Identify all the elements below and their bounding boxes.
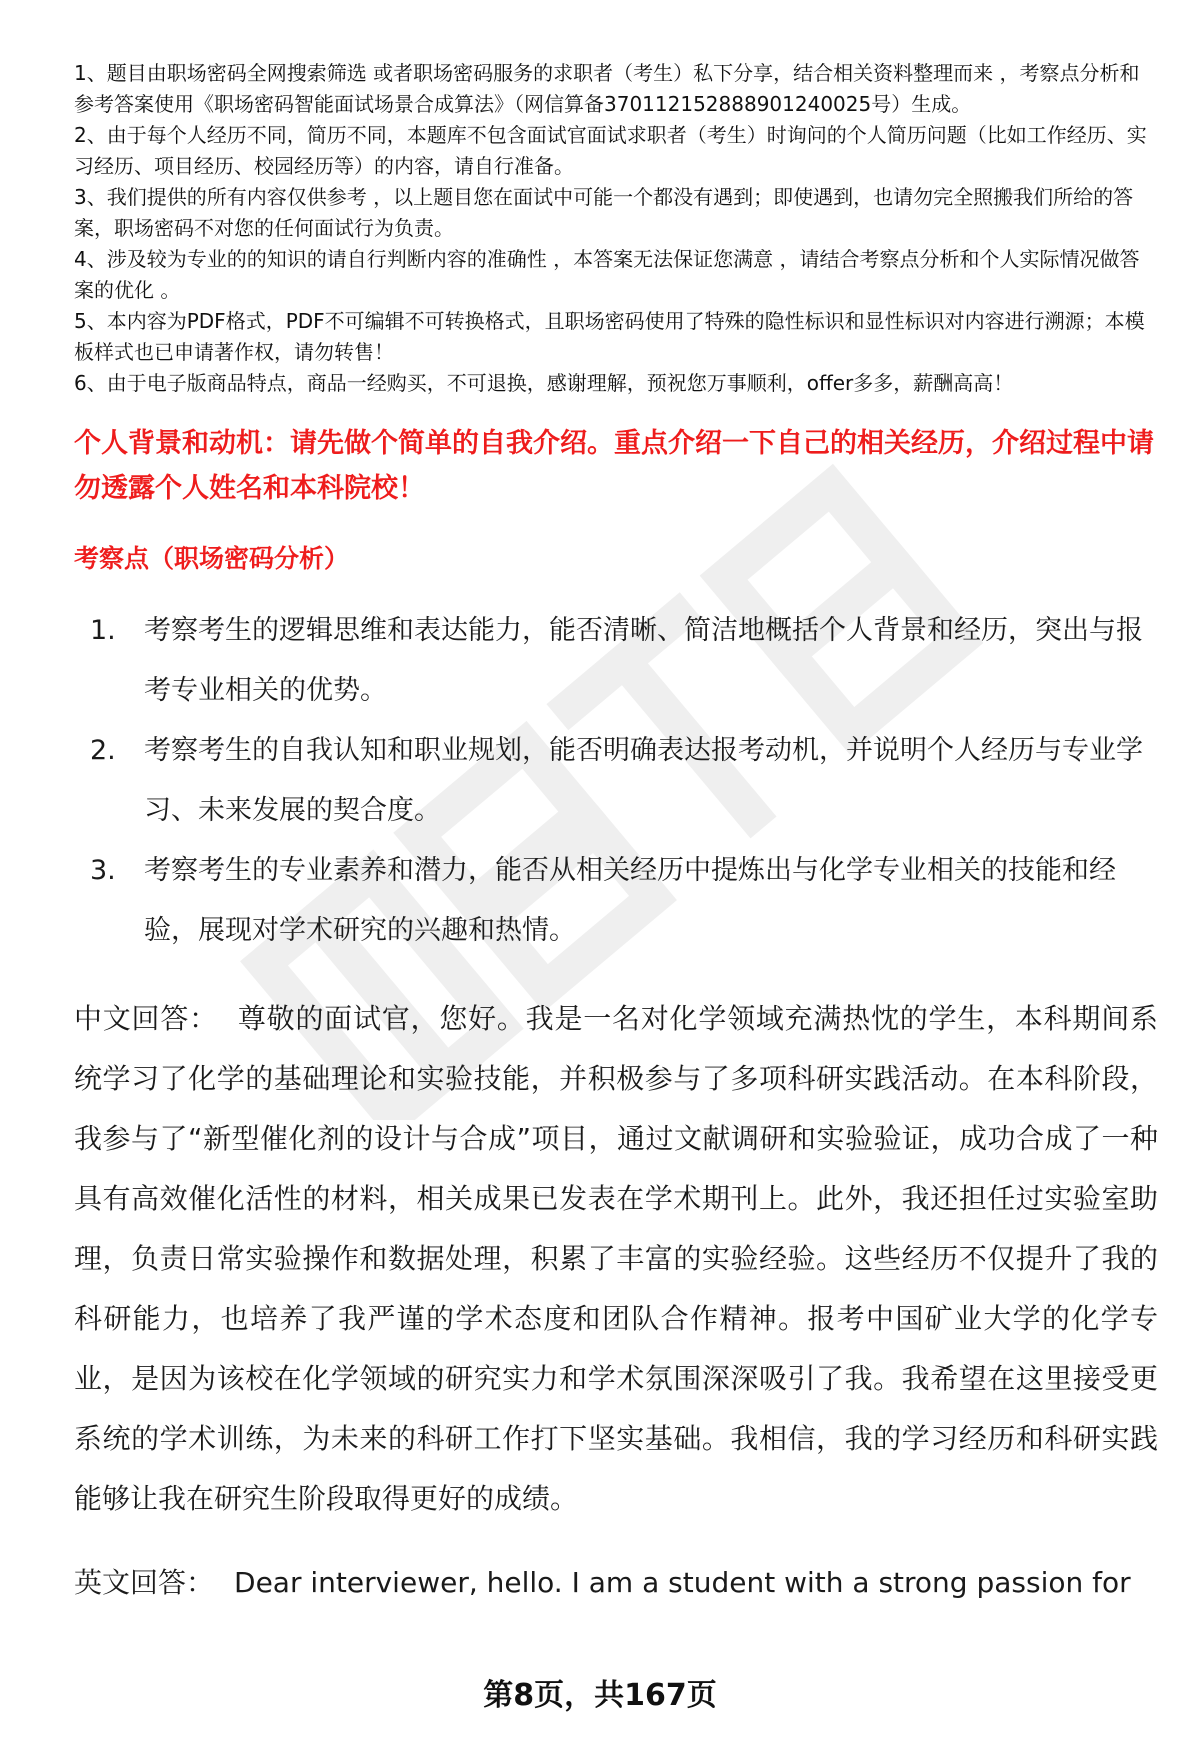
point-text: 考察考生的逻辑思维和表达能力，能否清晰、简洁地概括个人背景和经历，突出与报考专业相关的优势。 [144,615,1143,706]
analysis-point [90,601,1158,721]
notice-list [74,58,1158,399]
notice-item: 1、题目由职场密码全网搜索筛选 或者职场密码服务的求职者（考生）私下分享，结合相关资料整理而来 ，考察点分析和参考答案使用《职场密码智能面试场景合成算法》（网信算备370112152888901240025号）生成。 [74,61,1140,116]
point-number: 1. [90,615,116,646]
point-text: 考察考生的专业素养和潜力，能否从相关经历中提炼出与化学专业相关的技能和经验，展现对学术研究的兴趣和热情。 [144,855,1116,946]
point-number: 3. [90,855,116,886]
chinese-answer [74,989,1158,1529]
english-answer-text: Dear interviewer, hello. I am a student with a strong passion for [234,1566,1131,1599]
notice-item: 4、涉及较为专业的的知识的请自行判断内容的准确性 ，本答案无法保证您满意 ，请结合考察点分析和个人实际情况做答案的优化 。 [74,247,1140,302]
chinese-answer-text: 尊敬的面试官，您好。我是一名对化学领域充满热忱的学生，本科期间系统学习了化学的基础理论和实验技能，并积极参与了多项科研实践活动。在本科阶段，我参与了“新型催化剂的设计与合成”项目，通过文献调研和实验验证，成功合成了一种具有高效催化活性的材料，相关成果已发表在学术期刊上。此外，我还担任过实验室助理，负责日常实验操作和数据处理，积累了丰富的实验经验。这些经历不仅提升了我的科研能力，也培养了我严谨的学术态度和团队合作精神。报考中国矿业大学的化学专业，是因为该校在化学领域的研究实力和学术氛围深深吸引了我。我希望在这里接受更系统的学术训练，为未来的科研工作打下坚实基础。我相信，我的学习经历和科研实践能够让我在研究生阶段取得更好的成绩。 [74,1002,1158,1515]
analysis-heading: 考察点（职场密码分析） [74,544,350,573]
analysis-point [90,841,1158,961]
english-answer-label: 英文回答： [74,1566,215,1599]
notice-item: 5、本内容为PDF格式，PDF不可编辑不可转换格式，且职场密码使用了特殊的隐性标识和显性标识对内容进行溯源；本模板样式也已申请著作权，请勿转售！ [74,309,1145,364]
point-text: 考察考生的自我认知和职业规划，能否明确表达报考动机，并说明个人经历与专业学习、未来发展的契合度。 [144,735,1143,826]
english-answer [74,1553,1158,1613]
notice-item: 6、由于电子版商品特点，商品一经购买，不可退换，感谢理解，预祝您万事顺利，offer多多，薪酬高高！ [74,371,1014,395]
analysis-points [74,601,1158,961]
analysis-point [90,721,1158,841]
notice-item: 2、由于每个人经历不同，简历不同，本题库不包含面试官面试求职者（考生）时询问的个人简历问题（比如工作经历、实习经历、项目经历、校园经历等）的内容，请自行准备。 [74,123,1147,178]
chinese-answer-label: 中文回答： [74,1002,218,1035]
notice-item: 3、我们提供的所有内容仅供参考 ，以上题目您在面试中可能一个都没有遇到；即使遇到，也请勿完全照搬我们所给的答案，职场密码不对您的任何面试行为负责。 [74,185,1134,240]
interview-question: 个人背景和动机：请先做个简单的自我介绍。重点介绍一下自己的相关经历，介绍过程中请勿透露个人姓名和本科院校！ [74,428,1154,504]
page-number: 第8页，共167页 [483,1678,717,1713]
point-number: 2. [90,735,116,766]
